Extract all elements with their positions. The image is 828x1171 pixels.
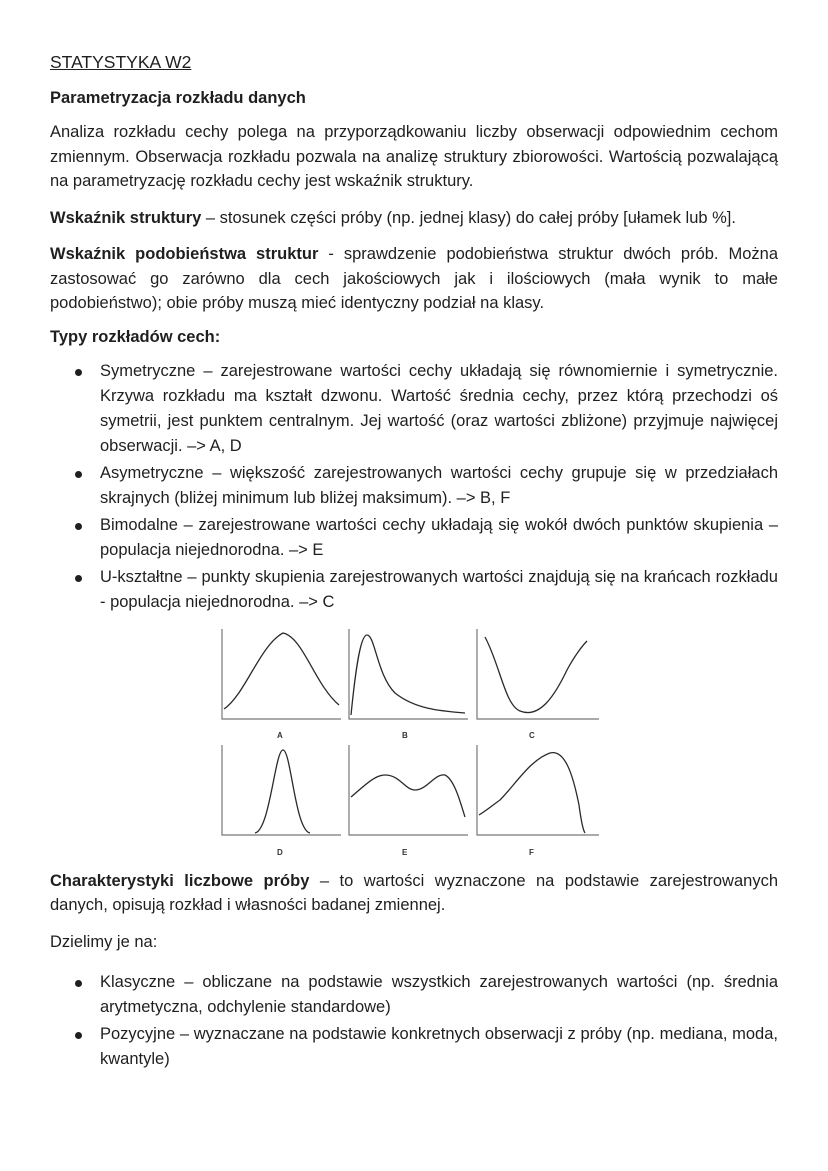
panel-a-curve bbox=[224, 633, 339, 709]
list-item bbox=[50, 359, 778, 459]
panel-a-axes bbox=[222, 629, 341, 719]
structure-index-definition: – stosunek części próby (np. jednej klasy) do całej próby [ułamek lub %]. bbox=[201, 208, 736, 227]
document-title: STATYSTYKA W2 bbox=[50, 52, 192, 72]
distribution-shapes-figure bbox=[50, 625, 778, 857]
panel-e bbox=[349, 745, 468, 857]
panel-f bbox=[477, 745, 599, 857]
list-item-text: Symetryczne – zarejestrowane wartości cechy układają się równomiernie i symetrycznie. Krzywa rozkładu ma kształt dzwonu. Wartość średnia cechy, przez którą przechodzi oś symetrii, jest punktem centralnym. Jej wartość (oraz wartości zbliżone) przyjmuje najwięcej obserwacji. –> A, D bbox=[100, 361, 778, 455]
list-item-text: U-kształtne – punkty skupienia zarejestrowanych wartości znajdują się na krańcach rozkładu - populacja niejednorodna. –> C bbox=[100, 567, 778, 611]
panel-e-axes bbox=[349, 745, 468, 835]
bullet-icon bbox=[75, 523, 82, 530]
list-item-text: Asymetryczne – większość zarejestrowanych wartości cechy grupuje się w przedziałach skrajnych (bliżej minimum lub bliżej maksimum). –> B, F bbox=[100, 463, 778, 507]
structure-index-term: Wskaźnik struktury bbox=[50, 208, 202, 227]
characteristic-types-list bbox=[50, 970, 778, 1072]
numeric-characteristics-definition: – to wartości wyznaczone na podstawie zarejestrowanych danych, opisują rozkład i własności badanej zmiennej. bbox=[50, 871, 778, 914]
similarity-index-definition: - sprawdzenie podobieństwa struktur dwóch prób. Można zastosować go zarówno dla cech jakościowych jak i ilościowych (mała wynik to małe podobieństwo); obie próby muszą mieć identyczny podział na klasy. bbox=[50, 245, 779, 312]
intro-paragraph: Analiza rozkładu cechy polega na przyporządkowaniu liczby obserwacji odpowiednim cechom zmiennym. Obserwacja rozkładu pozwala na analizę struktury zbiorowości. Wartością pozwalającą na parametryzację rozkładu cechy jest wskaźnik struktury. bbox=[50, 123, 778, 190]
numeric-characteristics-paragraph bbox=[50, 869, 778, 918]
bullet-icon bbox=[75, 369, 82, 376]
list-item bbox=[50, 513, 778, 563]
panel-c bbox=[477, 629, 599, 740]
panel-e-curve bbox=[351, 774, 465, 816]
panel-d-label: D bbox=[277, 847, 283, 857]
distribution-types-list bbox=[50, 359, 778, 615]
list-item-text: Pozycyjne – wyznaczane na podstawie konkretnych obserwacji z próby (np. mediana, moda, kwantyle) bbox=[100, 1025, 778, 1068]
panel-d bbox=[222, 745, 341, 857]
similarity-index-term: Wskaźnik podobieństwa struktur bbox=[50, 245, 319, 263]
divide-text: Dzielimy je na: bbox=[50, 932, 158, 951]
bullet-icon bbox=[75, 471, 82, 478]
document-page bbox=[50, 52, 778, 1082]
list-item-text: Bimodalne – zarejestrowane wartości cechy układają się wokół dwóch punktów skupienia – populacja niejednorodna. –> E bbox=[100, 515, 778, 559]
panel-b-curve bbox=[351, 635, 465, 715]
section-heading: Parametryzacja rozkładu danych bbox=[50, 89, 306, 107]
panel-d-axes bbox=[222, 745, 341, 835]
list-item-text: Klasyczne – obliczane na podstawie wszystkich zarejestrowanych wartości (np. średnia arytmetyczna, odchylenie standardowe) bbox=[100, 973, 778, 1016]
bullet-icon bbox=[75, 575, 82, 582]
panel-f-axes bbox=[477, 745, 599, 835]
panel-b-axes bbox=[349, 629, 468, 719]
panel-c-label: C bbox=[529, 730, 535, 740]
numeric-characteristics-term: Charakterystyki liczbowe próby bbox=[50, 871, 310, 890]
list-item bbox=[50, 970, 778, 1020]
panel-d-curve bbox=[255, 750, 310, 833]
distribution-types-heading: Typy rozkładów cech: bbox=[50, 327, 221, 346]
panel-c-axes bbox=[477, 629, 599, 719]
list-item bbox=[50, 461, 778, 511]
panel-f-label: F bbox=[529, 847, 534, 857]
bullet-icon bbox=[75, 980, 82, 987]
similarity-index-paragraph bbox=[50, 242, 778, 316]
panel-a-label: A bbox=[277, 730, 283, 740]
panel-b-label: B bbox=[402, 730, 408, 740]
list-item bbox=[50, 1022, 778, 1072]
panel-c-curve bbox=[485, 637, 587, 713]
structure-index-paragraph bbox=[50, 206, 778, 231]
panel-b bbox=[349, 629, 468, 740]
panel-a bbox=[222, 629, 341, 740]
distribution-shapes-svg bbox=[215, 625, 635, 857]
list-item bbox=[50, 565, 778, 615]
panel-e-label: E bbox=[402, 847, 408, 857]
panel-f-curve bbox=[479, 752, 585, 832]
bullet-icon bbox=[75, 1032, 82, 1039]
